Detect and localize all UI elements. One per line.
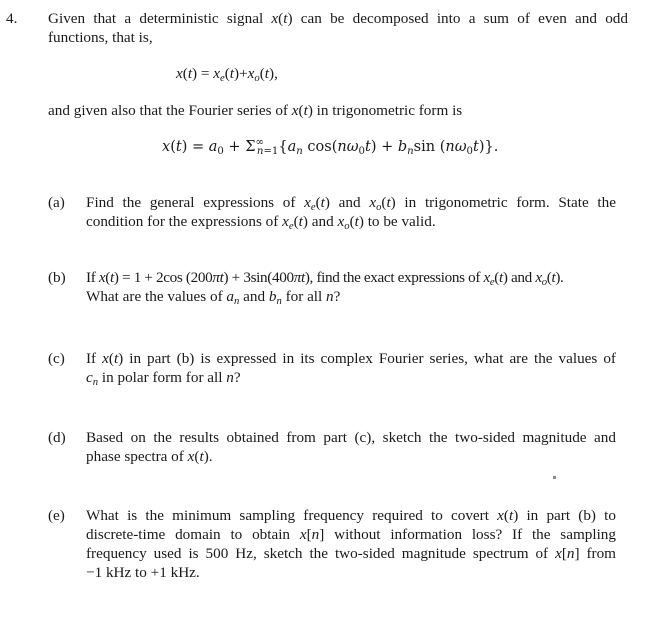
question-intro: [48, 9, 628, 47]
part-a-line-1: Find the general expressions of $x_e(t)$ and $x_o(t)$ in trigonometric form. State the: [86, 194, 616, 213]
part-e-line-4: −1 kHz to +1 kHz.: [86, 564, 200, 581]
intro-line-3: and given also that the Fourier series of x(t) in trigonometric form is: [48, 102, 463, 119]
part-b-line-2: What are the values of $a_n$ and $b_n$ for all n?: [86, 288, 341, 307]
intro-line-1: Given that a deterministic signal x(t) can be decomposed into a sum of even and odd: [48, 10, 628, 27]
part-e-line-3: frequency used is 500 Hz, sketch the two-sided magnitude spectrum of x[n] from: [86, 545, 616, 562]
part-e-text: [86, 506, 616, 582]
part-a-label: (a): [48, 194, 65, 211]
part-b-text: [86, 268, 616, 306]
part-d-line-2: phase spectra of x(t).: [86, 448, 213, 465]
part-b-label: (b): [48, 269, 66, 286]
part-b-line-1: If x(t) = 1 + 2cos (200πt) + 3sin(400πt), find the exact expressions of $x_e(t)$ and $x_o(t)$.: [86, 269, 564, 288]
part-c-label: (c): [48, 350, 65, 367]
equation-fourier-series: $x(t) = a_0 + \Sigma^\infty_{n=1}\{a_n$ $\cos(n\omega_0t) + b_n\sin$ $(n\omega_0t)$}.: [162, 137, 499, 157]
part-a-text: [86, 193, 616, 231]
part-a-line-2: condition for the expressions of $x_e(t)$ and $x_o(t)$ to be valid.: [86, 213, 436, 232]
part-d-text: [86, 428, 616, 466]
part-c-line-2: $c_n$ in polar form for all n?: [86, 369, 241, 388]
part-e-line-1: What is the minimum sampling frequency required to covert x(t) in part (b) to: [86, 507, 616, 524]
part-e-line-2: discrete-time domain to obtain x[n] without information loss? If the sampling: [86, 526, 616, 543]
equation-decomposition: $x(t) = x_e(t)+x_o(t)$,: [176, 65, 278, 84]
part-c-text: [86, 349, 616, 387]
part-c-line-1: If x(t) in part (b) is expressed in its complex Fourier series, what are the values of: [86, 350, 616, 367]
part-d-line-1: Based on the results obtained from part (c), sketch the two-sided magnitude and: [86, 429, 616, 446]
part-d-label: (d): [48, 429, 66, 446]
intro-line-2: functions, that is,: [48, 29, 153, 46]
question-number: 4.: [6, 10, 18, 27]
part-e-label: (e): [48, 507, 65, 524]
stray-mark: [553, 476, 556, 479]
